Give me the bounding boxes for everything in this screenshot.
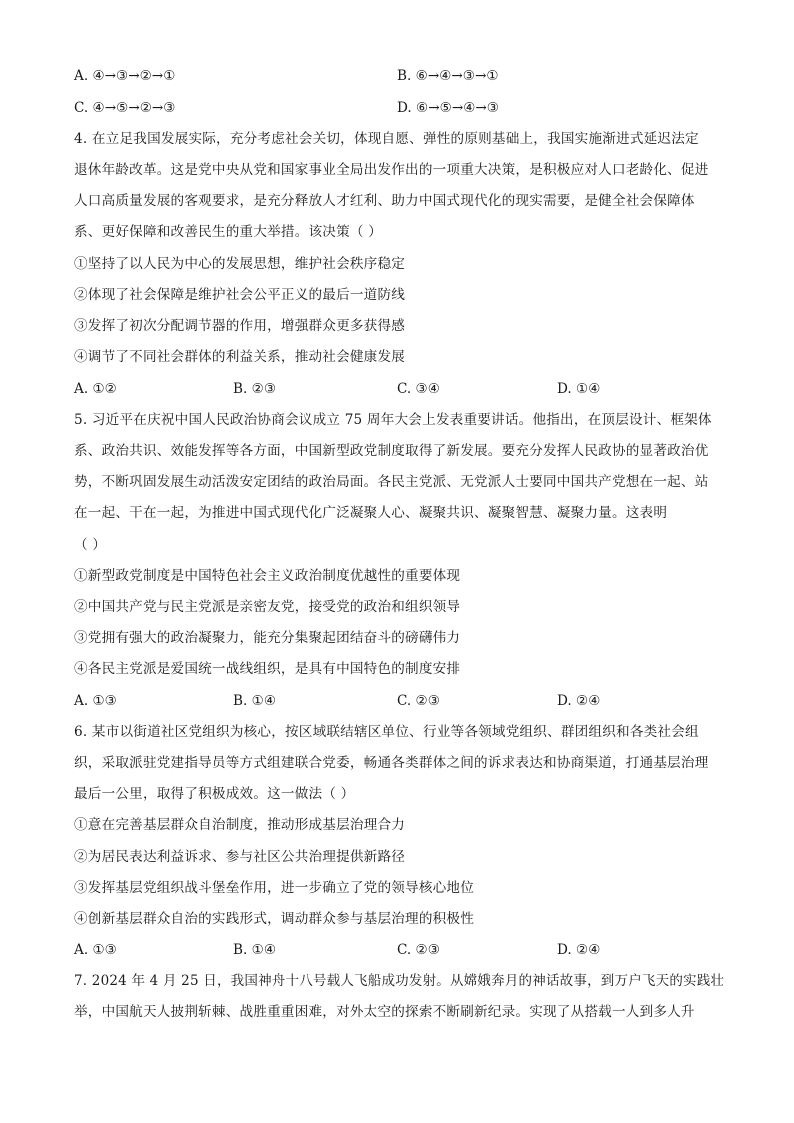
q4-stem-line: 4. 在立足我国发展实际，充分考虑社会关切，体现自愿、弹性的原则基础上，我国实施渐进式延迟法定: [74, 131, 699, 147]
q4-item: ③发挥了初次分配调节器的作用，增强群众更多获得感: [74, 318, 406, 334]
q6-option-b: B. ①④: [233, 942, 277, 958]
q6-item: ①意在完善基层群众自治制度，推动形成基层治理合力: [74, 817, 406, 833]
q5-stem-line: 势，不断巩固发展生动活泼安定团结的政治局面。各民主党派、无党派人士要同中国共产党想在一起、站: [74, 474, 709, 490]
q4-option-c: C. ③④: [397, 381, 440, 397]
q6-item: ③发挥基层党组织战斗堡垒作用，进一步确立了党的领导核心地位: [74, 880, 475, 896]
q4-stem-line: 系、更好保障和改善民生的重大举措。该决策（ ）: [74, 224, 382, 240]
q4-item: ①坚持了以人民为中心的发展思想，维护社会秩序稳定: [74, 256, 406, 272]
q6-stem-line: 最后一公里，取得了积极成效。这一做法（ ）: [74, 786, 355, 802]
q5-stem-line: 5. 习近平在庆祝中国人民政治协商会议成立 75 周年大会上发表重要讲话。他指出，在顶层设计、框架体: [74, 412, 712, 428]
q5-option-a: A. ①③: [74, 693, 117, 709]
q4-stem-line: 人口高质量发展的客观要求，是充分释放人才红利、助力中国式现代化的现实需要，是健全社会保障体: [74, 193, 695, 209]
q5-option-c: C. ②③: [397, 693, 440, 709]
q5-item: ④各民主党派是爱国统一战线组织，是具有中国特色的制度安排: [74, 661, 461, 677]
q6-option-c: C. ②③: [397, 942, 440, 958]
q4-option-a: A. ①②: [74, 381, 117, 397]
q4-option-d: D. ①④: [557, 381, 601, 397]
q3-option-b: B. ⑥→④→③→①: [397, 68, 499, 84]
q6-stem-line: 织，采取派驻党建指导员等方式组建联合党委，畅通各类群体之间的诉求表达和协商渠道，打通基层治理: [74, 755, 709, 771]
q6-item: ④创新基层群众自治的实践形式，调动群众参与基层治理的积极性: [74, 911, 475, 927]
q5-stem-line: 在一起、干在一起，为推进中国式现代化广泛凝聚人心、凝聚共识、凝聚智慧、凝聚力量。这表明: [74, 505, 668, 521]
q4-option-b: B. ②③: [233, 381, 277, 397]
q3-option-a: A. ④→③→②→①: [74, 68, 176, 84]
q4-item: ④调节了不同社会群体的利益关系，推动社会健康发展: [74, 349, 406, 365]
q5-item: ①新型政党制度是中国特色社会主义政治制度优越性的重要体现: [74, 568, 461, 584]
q3-option-c: C. ④→⑤→②→③: [74, 100, 176, 116]
q7-stem-line: 举，中国航天人披荆斩棘、战胜重重困难，对外太空的探索不断刷新纪录。实现了从搭载一人到多人升: [74, 1004, 695, 1020]
q6-option-d: D. ②④: [557, 942, 601, 958]
q5-item: ③党拥有强大的政治凝聚力，能充分集聚起团结奋斗的磅礴伟力: [74, 630, 461, 646]
q7-stem-line: 7. 2024 年 4 月 25 日，我国神舟十八号载人飞船成功发射。从嫦娥奔月的神话故事，到万户飞天的实践壮: [74, 973, 725, 989]
q6-stem-line: 6. 某市以街道社区党组织为核心，按区域联结辖区单位、行业等各领域党组织、群团组织和各类社会组: [74, 724, 699, 740]
q6-item: ②为居民表达利益诉求、参与社区公共治理提供新路径: [74, 849, 406, 865]
q5-stem-line: （ ）: [74, 537, 107, 553]
q5-stem-line: 系、政治共识、效能发挥等各方面，中国新型政党制度取得了新发展。要充分发挥人民政协的显著政治优: [74, 443, 709, 459]
q3-option-d: D. ⑥→⑤→④→③: [397, 100, 499, 116]
q5-option-d: D. ②④: [557, 693, 601, 709]
q4-item: ②体现了社会保障是维护社会公平正义的最后一道防线: [74, 287, 406, 303]
q5-option-b: B. ①④: [233, 693, 277, 709]
q6-option-a: A. ①③: [74, 942, 117, 958]
q5-item: ②中国共产党与民主党派是亲密友党，接受党的政治和组织领导: [74, 599, 461, 615]
q4-stem-line: 退休年龄改革。这是党中央从党和国家事业全局出发作出的一项重大决策，是积极应对人口老龄化、促进: [74, 162, 709, 178]
